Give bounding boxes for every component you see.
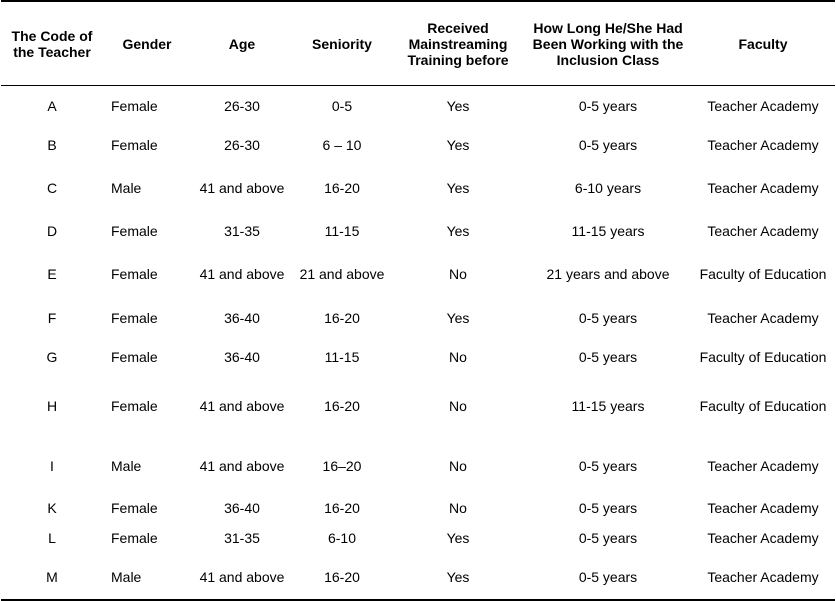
header-row [1,1,835,86]
table-row [1,496,835,520]
cell-age: 26-30 [224,136,260,153]
cell-working-duration: 0-5 years [578,309,638,326]
cell-working-duration: 0-5 years [578,457,638,474]
header-working-duration: How Long He/She Had Been Working with the Inclusion Class [525,1,691,86]
cell-code: M [1,556,103,600]
cell-gender: Female [111,309,158,326]
cell-seniority: 16-20 [324,179,360,196]
cell-seniority: 11-15 [324,222,360,239]
cell-faculty: Teacher Academy [707,179,819,196]
cell-training: Yes [446,179,470,196]
cell-working-duration: 0-5 years [578,529,638,546]
cell-seniority: 16–20 [322,457,362,474]
table-row [1,126,835,164]
cell-gender: Female [111,499,158,516]
cell-code: K [47,499,57,516]
cell-gender: Male [111,179,142,196]
cell-gender: Female [111,348,158,365]
cell-faculty: Teacher Academy [707,222,819,239]
table-row [1,436,835,496]
header-training: Received Mainstreaming Training before [391,1,525,86]
cell-gender: Female [111,97,158,114]
cell-seniority: 11-15 [324,348,360,365]
cell-gender: Male [103,556,191,600]
cell-age: 41 and above [191,556,293,600]
header-seniority: Seniority [293,1,391,86]
cell-age: 36-40 [224,309,260,326]
cell-training: Yes [446,529,470,546]
table-row [1,86,835,126]
cell-code: A [47,97,57,114]
header-age: Age [191,1,293,86]
table-body [1,86,835,600]
cell-gender: Female [111,265,158,282]
teacher-table [1,0,835,601]
cell-code: C [46,179,58,196]
cell-code: I [50,457,54,474]
cell-working-duration: 21 years and above [546,265,670,282]
header-faculty: Faculty [691,1,835,86]
cell-working-duration: 11-15 years [571,222,645,239]
cell-seniority: 0-5 [331,97,353,114]
cell-age: 26-30 [224,97,260,114]
cell-code: F [47,309,57,326]
cell-age: 41 and above [199,397,285,414]
cell-seniority: 6-10 [327,529,357,546]
cell-faculty: Faculty of Education [699,265,827,282]
cell-gender: Female [111,222,158,239]
cell-faculty: Teacher Academy [707,309,819,326]
cell-working-duration: 6-10 years [574,179,642,196]
cell-seniority: 16-20 [293,556,391,600]
cell-training: No [449,457,467,474]
cell-working-duration: 0-5 years [578,499,638,516]
cell-faculty: Teacher Academy [707,499,819,516]
table-row [1,164,835,212]
table-row [1,556,835,600]
cell-training: No [449,348,467,365]
table-row [1,298,835,338]
cell-working-duration: 0-5 years [578,97,638,114]
cell-faculty: Teacher Academy [707,457,819,474]
cell-age: 41 and above [199,179,285,196]
cell-gender: Female [111,529,158,546]
cell-age: 31-35 [224,529,260,546]
cell-code: G [46,348,58,365]
cell-code: H [46,397,58,414]
cell-faculty: Teacher Academy [707,529,819,546]
header-gender: Gender [103,1,191,86]
cell-age: 36-40 [224,499,260,516]
cell-faculty: Faculty of Education [699,348,827,365]
table-row [1,250,835,298]
cell-working-duration: 0-5 years [525,556,691,600]
table-row [1,376,835,436]
cell-seniority: 16-20 [324,499,360,516]
cell-seniority: 16-20 [324,309,360,326]
cell-age: 41 and above [199,265,285,282]
cell-seniority: 16-20 [324,397,360,414]
cell-training: No [449,397,467,414]
cell-code: E [47,265,57,282]
cell-working-duration: 0-5 years [578,348,638,365]
cell-training: No [449,265,467,282]
cell-age: 31-35 [224,222,260,239]
cell-training: Yes [446,222,470,239]
cell-seniority: 6 – 10 [322,136,362,153]
cell-training: Yes [446,136,470,153]
cell-age: 41 and above [199,457,285,474]
cell-gender: Female [111,397,158,414]
cell-training: No [449,499,467,516]
cell-training: Yes [391,556,525,600]
cell-age: 36-40 [224,348,260,365]
table-row [1,212,835,250]
cell-faculty: Teacher Academy [707,136,819,153]
cell-training: Yes [446,309,470,326]
cell-code: D [46,222,58,239]
cell-code: L [48,529,56,546]
cell-working-duration: 11-15 years [571,397,645,414]
cell-training: Yes [446,97,470,114]
cell-seniority: 21 and above [299,265,385,282]
cell-gender: Male [111,457,142,474]
cell-faculty: Teacher Academy [707,97,819,114]
cell-code: B [47,136,57,153]
cell-faculty: Faculty of Education [699,397,827,414]
cell-gender: Female [111,136,158,153]
cell-faculty: Teacher Academy [691,556,835,600]
table-header [1,1,835,86]
cell-working-duration: 0-5 years [578,136,638,153]
table-row [1,520,835,556]
header-code: The Code of the Teacher [1,1,103,86]
table-row [1,338,835,376]
